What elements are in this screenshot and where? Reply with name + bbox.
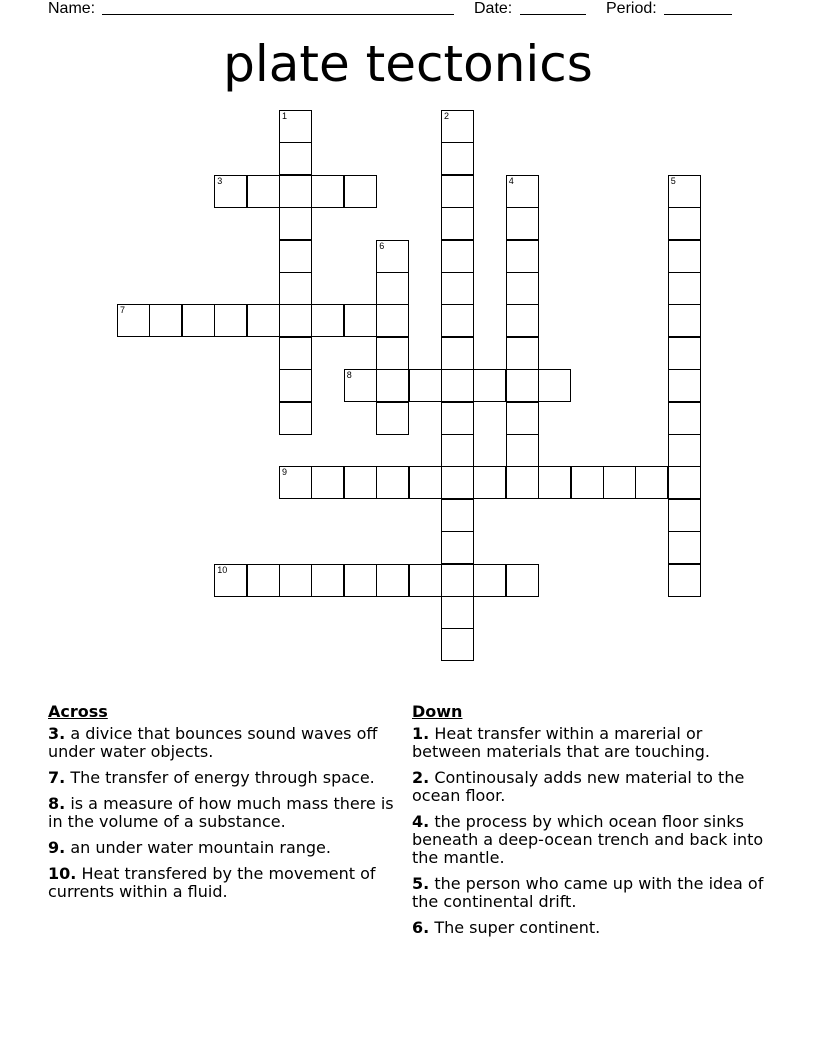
grid-cell[interactable] <box>668 499 701 532</box>
grid-cell[interactable] <box>182 304 215 337</box>
grid-cell[interactable] <box>441 402 474 435</box>
grid-cell[interactable] <box>441 369 474 402</box>
grid-cell[interactable] <box>668 272 701 305</box>
grid-cell[interactable] <box>344 564 377 597</box>
grid-cell[interactable] <box>311 175 344 208</box>
grid-cell[interactable] <box>441 175 474 208</box>
grid-cell[interactable] <box>473 466 506 499</box>
clue-number: 10 <box>217 564 228 575</box>
grid-cell[interactable] <box>279 337 312 370</box>
grid-cell[interactable] <box>473 564 506 597</box>
grid-cell[interactable] <box>311 304 344 337</box>
grid-cell[interactable] <box>279 142 312 175</box>
grid-cell[interactable] <box>506 272 539 305</box>
grid-cell[interactable] <box>668 175 701 208</box>
grid-cell[interactable] <box>214 564 247 597</box>
clue-number: 4 <box>508 175 514 186</box>
clue-number: 5 <box>670 175 676 186</box>
grid-cell[interactable] <box>376 337 409 370</box>
grid-cell[interactable] <box>279 304 312 337</box>
clue-number: 2 <box>444 111 450 121</box>
grid-cell[interactable] <box>668 207 701 240</box>
grid-cell[interactable] <box>668 434 701 467</box>
grid-cell[interactable] <box>441 564 474 597</box>
grid-cell[interactable] <box>473 369 506 402</box>
clue-down-5: 5. the person who came up with the idea of the continental drift. <box>412 874 764 911</box>
grid-cell[interactable] <box>668 402 701 435</box>
grid-cell[interactable] <box>247 175 280 208</box>
grid-cell[interactable] <box>506 240 539 273</box>
grid-cell[interactable] <box>344 466 377 499</box>
grid-cell[interactable] <box>311 466 344 499</box>
grid-cell[interactable] <box>668 564 701 597</box>
grid-cell[interactable] <box>376 466 409 499</box>
grid-cell[interactable] <box>441 531 474 564</box>
clue-down-1: 1. Heat transfer within a marerial or between materials that are touching. <box>412 724 710 761</box>
grid-cell[interactable] <box>668 337 701 370</box>
grid-cell[interactable] <box>668 531 701 564</box>
page-title: plate tectonics <box>223 35 593 93</box>
grid-cell[interactable] <box>506 207 539 240</box>
grid-cell[interactable] <box>311 564 344 597</box>
grid-cell[interactable] <box>279 466 312 499</box>
name-label: Name: <box>48 0 96 17</box>
clue-number: 7 <box>120 305 126 316</box>
grid-cell[interactable] <box>441 272 474 305</box>
clue-down-6: 6. The super continent. <box>412 918 601 937</box>
grid-cell[interactable] <box>279 402 312 435</box>
grid-cell[interactable] <box>344 369 377 402</box>
grid-cell[interactable] <box>409 369 442 402</box>
grid-cell[interactable] <box>247 304 280 337</box>
grid-cell[interactable] <box>441 207 474 240</box>
across-heading: Across <box>48 702 108 721</box>
grid-cell[interactable] <box>506 402 539 435</box>
grid-cell[interactable] <box>506 304 539 337</box>
grid-cell[interactable] <box>538 369 571 402</box>
clue-down-4: 4. the process by which ocean floor sinks beneath a deep-ocean trench and back into the mantle. <box>412 812 764 867</box>
clue-across-3: 3. a divice that bounces sound waves off under water objects. <box>48 724 378 761</box>
grid-cell[interactable] <box>441 337 474 370</box>
grid-cell[interactable] <box>279 369 312 402</box>
grid-cell[interactable] <box>506 434 539 467</box>
grid-cell[interactable] <box>635 466 668 499</box>
grid-cell[interactable] <box>409 564 442 597</box>
grid-cell[interactable] <box>279 240 312 273</box>
across-clues <box>48 703 398 909</box>
grid-cell[interactable] <box>506 337 539 370</box>
grid-cell[interactable] <box>344 175 377 208</box>
grid-cell[interactable] <box>538 466 571 499</box>
grid-cell[interactable] <box>279 207 312 240</box>
clue-number: 1 <box>282 111 288 121</box>
grid-cell[interactable] <box>441 466 474 499</box>
grid-cell[interactable] <box>376 272 409 305</box>
grid-cell[interactable] <box>376 240 409 273</box>
grid-cell[interactable] <box>668 466 701 499</box>
clue-across-10: 10. Heat transfered by the movement of currents within a fluid. <box>48 864 376 901</box>
clue-across-9: 9. an under water mountain range. <box>48 838 331 857</box>
grid-cell[interactable] <box>506 466 539 499</box>
grid-cell[interactable] <box>441 628 474 661</box>
grid-cell[interactable] <box>506 369 539 402</box>
grid-cell[interactable] <box>214 304 247 337</box>
grid-cell[interactable] <box>376 304 409 337</box>
grid-cell[interactable] <box>441 434 474 467</box>
grid-cell[interactable] <box>344 304 377 337</box>
grid-cell[interactable] <box>279 175 312 208</box>
grid-cell[interactable] <box>409 466 442 499</box>
grid-cell[interactable] <box>376 369 409 402</box>
grid-cell[interactable] <box>603 466 636 499</box>
grid-cell[interactable] <box>441 142 474 175</box>
grid-cell[interactable] <box>441 240 474 273</box>
grid-cell[interactable] <box>279 272 312 305</box>
grid-cell[interactable] <box>279 110 312 143</box>
grid-cell[interactable] <box>376 564 409 597</box>
clue-across-8: 8. is a measure of how much mass there is in the volume of a substance. <box>48 794 394 831</box>
grid-cell[interactable] <box>441 596 474 629</box>
grid-cell[interactable] <box>668 369 701 402</box>
date-label: Date: <box>474 0 513 17</box>
down-heading: Down <box>412 702 463 721</box>
grid-cell[interactable] <box>506 175 539 208</box>
grid-cell[interactable] <box>571 466 604 499</box>
grid-cell[interactable] <box>441 110 474 143</box>
grid-cell[interactable] <box>247 564 280 597</box>
grid-cell[interactable] <box>279 564 312 597</box>
grid-cell[interactable] <box>214 175 247 208</box>
grid-cell[interactable] <box>668 240 701 273</box>
grid-cell[interactable] <box>149 304 182 337</box>
clue-number: 8 <box>346 370 352 381</box>
clue-number: 9 <box>282 467 288 478</box>
clue-number: 3 <box>217 175 223 186</box>
clue-down-2: 2. Continousaly adds new material to the ocean floor. <box>412 768 745 805</box>
grid-cell[interactable] <box>441 304 474 337</box>
period-label: Period: <box>606 0 657 17</box>
grid-cell[interactable] <box>506 564 539 597</box>
clue-number: 6 <box>379 240 385 251</box>
grid-cell[interactable] <box>376 402 409 435</box>
down-clues <box>412 703 772 945</box>
grid-cell[interactable] <box>117 304 150 337</box>
grid-cell[interactable] <box>441 499 474 532</box>
grid-cell[interactable] <box>668 304 701 337</box>
clue-across-7: 7. The transfer of energy through space. <box>48 768 375 787</box>
